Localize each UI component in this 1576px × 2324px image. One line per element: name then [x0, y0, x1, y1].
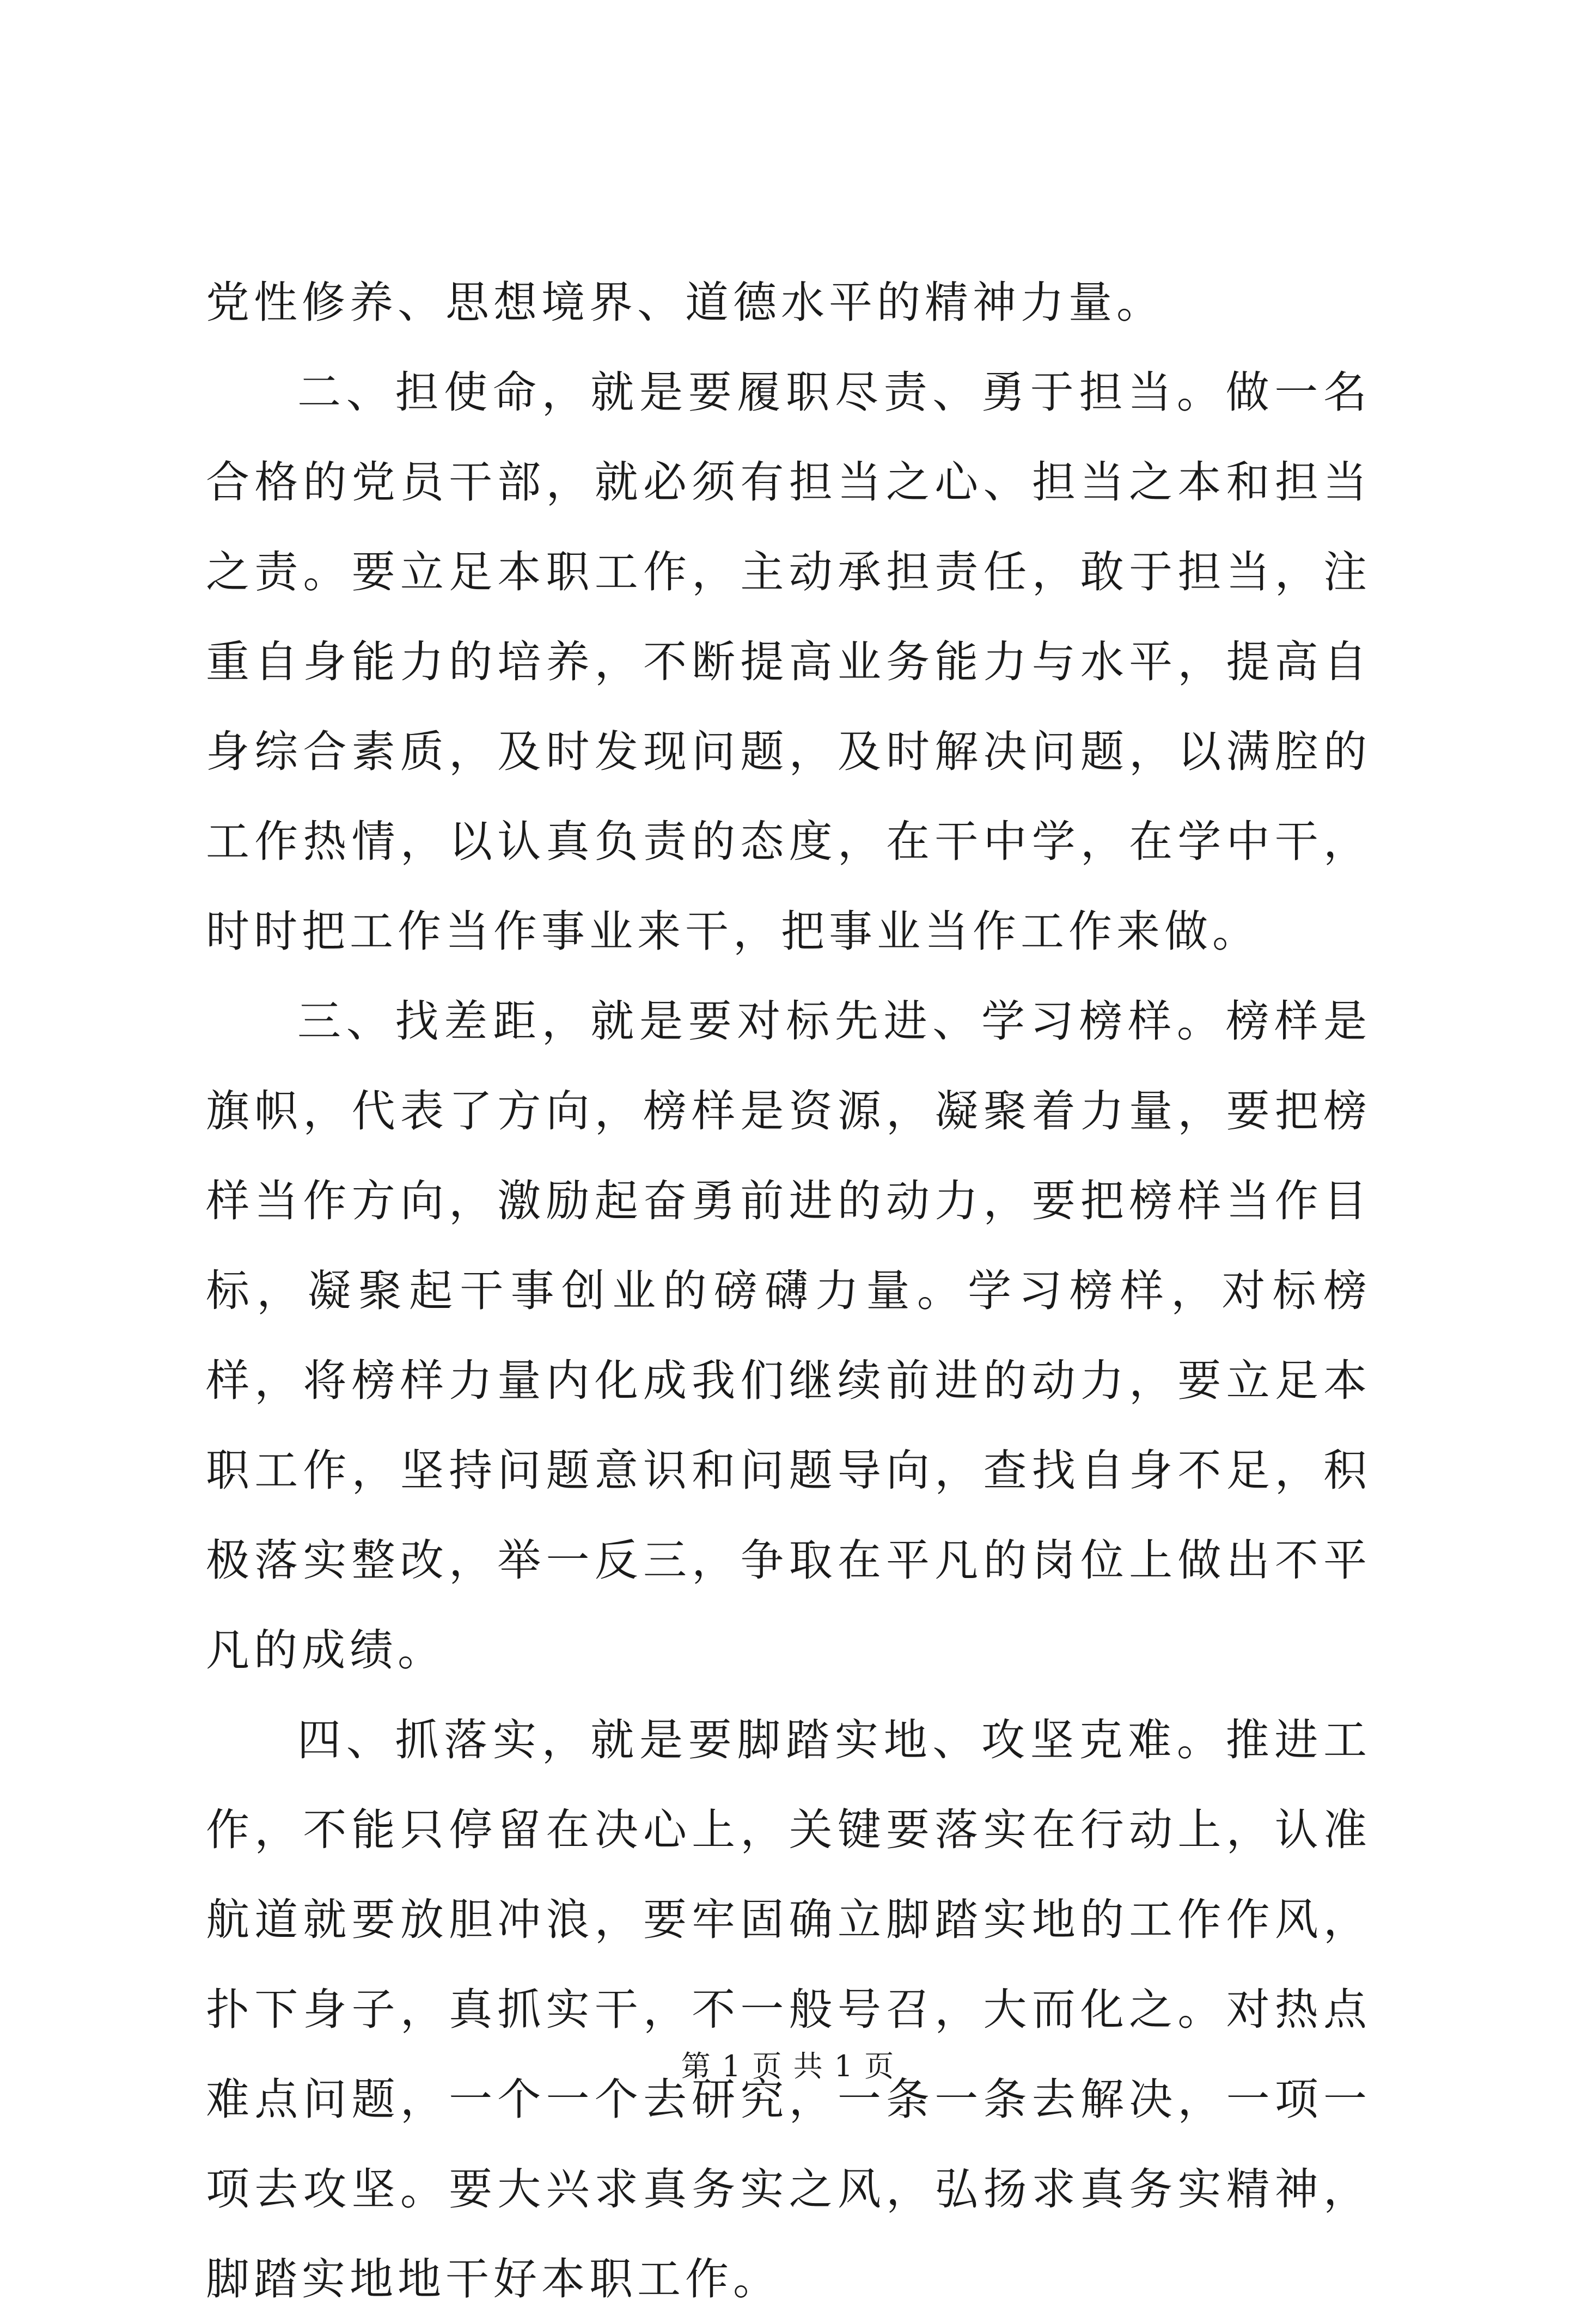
page-number-footer: 第 1 页 共 1 页: [681, 2049, 895, 2083]
paragraph-section-four: 四、抓落实，就是要脚踏实地、攻坚克难。推进工作，不能只停留在决心上，关键要落实在行动上，认准航道就要放胆冲浪，要牢固确立脚踏实地的工作作风，扑下身子，真抓实干，不一般号召，大而化之。对热点难点问题，一个一个去研究，一条一条去解决，一项一项去攻坚。要大兴求真务实之风，弘扬求真务实精神，脚踏实地地干好本职工作。: [206, 1715, 1371, 2304]
paragraph-section-three: 三、找差距，就是要对标先进、学习榜样。榜样是旗帜，代表了方向，榜样是资源，凝聚着力量，要把榜样当作方向，激励起奋勇前进的动力，要把榜样当作目标，凝聚起干事创业的磅礴力量。学习榜样，对标榜样，将榜样力量内化成我们继续前进的动力，要立足本职工作，坚持问题意识和问题导向，查找自身不足，积极落实整改，举一反三，争取在平凡的岗位上做出不平凡的成绩。: [206, 996, 1371, 1675]
paragraph-continuation: 党性修养、思想境界、道德水平的精神力量。: [206, 277, 1164, 328]
paragraph-section-two: 二、担使命，就是要履职尽责、勇于担当。做一名合格的党员干部，就必须有担当之心、担当之本和担当之责。要立足本职工作，主动承担责任，敢于担当，注重自身能力的培养，不断提高业务能力与水平，提高自身综合素质，及时发现问题，及时解决问题，以满腔的工作热情，以认真负责的态度，在干中学，在学中干，时时把工作当作事业来干，把事业当作工作来做。: [206, 367, 1371, 957]
document-body: [206, 258, 1371, 2324]
